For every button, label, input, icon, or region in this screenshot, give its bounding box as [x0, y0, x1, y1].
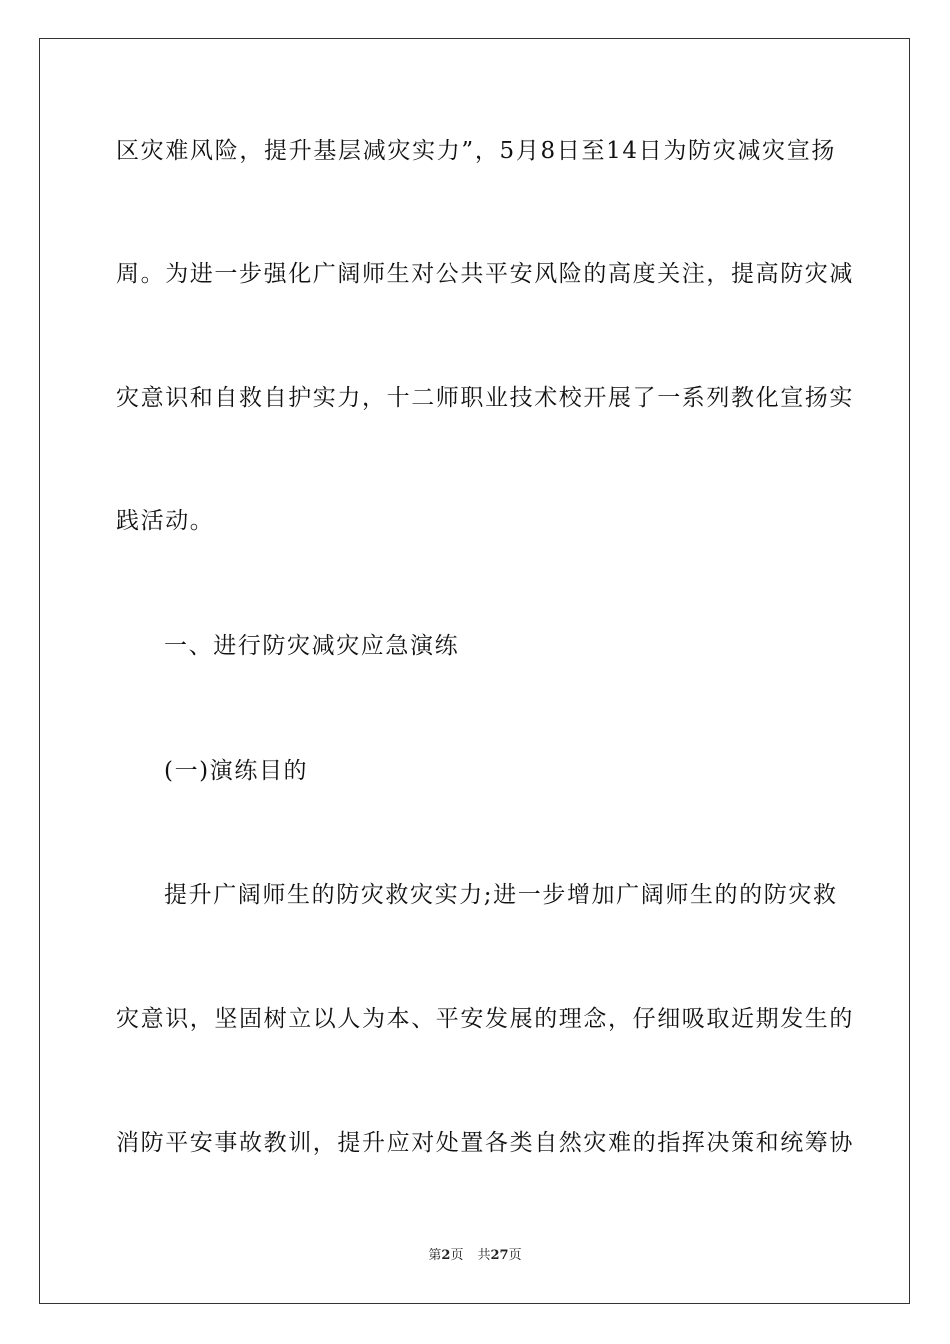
footer-total-prefix: 共 — [477, 1248, 491, 1263]
body-line-4: 践活动。 — [116, 508, 215, 534]
footer-page-number: 2 — [441, 1248, 451, 1263]
footer-total-suffix: 页 — [508, 1248, 522, 1263]
page-footer — [0, 1247, 950, 1265]
footer-page-suffix: 页 — [450, 1248, 464, 1263]
body-line-9: 消防平安事故教训，提升应对处置各类自然灾难的指挥决策和统筹协 — [116, 1130, 854, 1156]
body-line-1: 区灾难风险，提升基层减灾实力”，5月8日至14日为防灾减灾宣扬 — [116, 138, 836, 164]
section-heading: 一、进行防灾减灾应急演练 — [164, 633, 460, 659]
body-line-3: 灾意识和自救自护实力，十二师职业技术校开展了一系列教化宣扬实 — [116, 385, 854, 411]
body-line-2: 周。为进一步强化广阔师生对公共平安风险的高度关注，提高防灾减 — [116, 261, 854, 287]
footer-total-pages: 27 — [490, 1248, 509, 1263]
subsection-heading: (一)演练目的 — [164, 758, 309, 784]
page-border — [39, 38, 910, 1304]
footer-page-prefix: 第 — [428, 1248, 442, 1263]
body-line-8: 灾意识，坚固树立以人为本、平安发展的理念，仔细吸取近期发生的 — [116, 1006, 854, 1032]
body-line-7: 提升广阔师生的防灾救灾实力;进一步增加广阔师生的的防灾救 — [164, 882, 838, 908]
